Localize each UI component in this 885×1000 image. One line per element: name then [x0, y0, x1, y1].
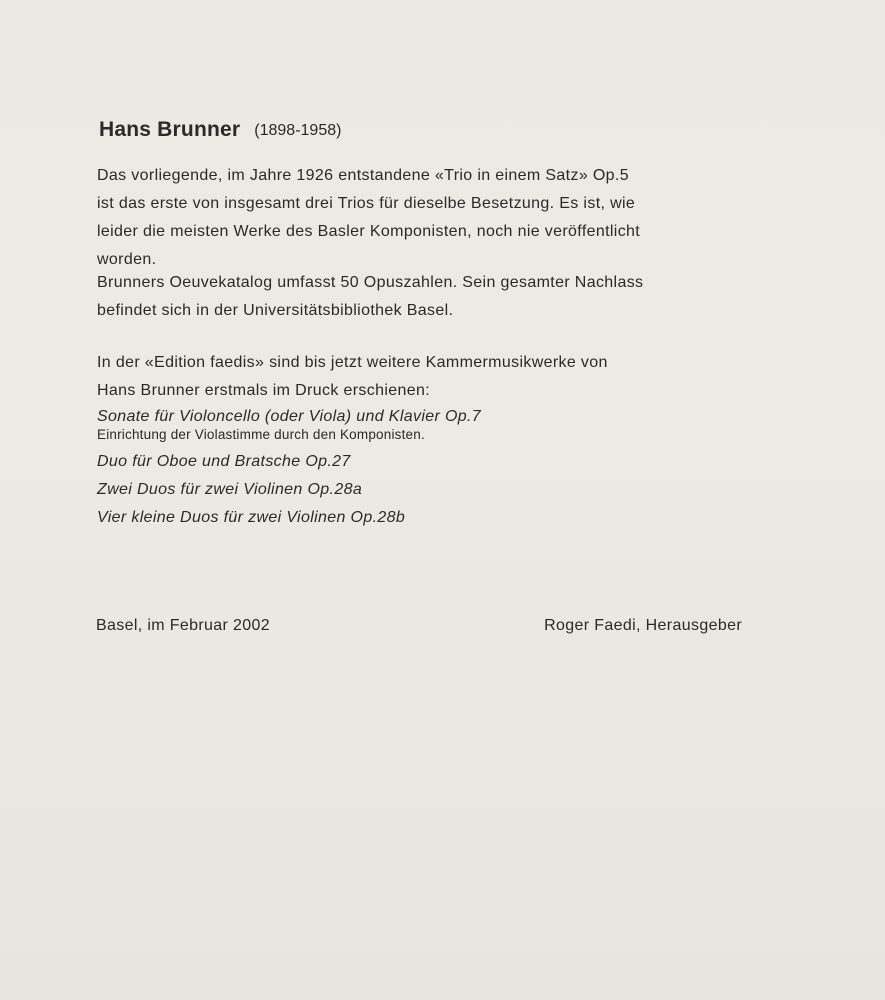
heading	[99, 118, 341, 142]
catalog-line: Brunners Oeuvekatalog umfasst 50 Opuszahlen. Sein gesamter Nachlass	[97, 274, 644, 291]
intro-line: Das vorliegende, im Jahre 1926 entstandene «Trio in einem Satz» Op.5	[97, 167, 629, 184]
catalog-line: befindet sich in der Universitätsbibliothek Basel.	[97, 302, 454, 319]
work-title: Vier kleine Duos für zwei Violinen Op.28b	[97, 509, 406, 526]
edition-paragraph	[97, 349, 608, 405]
composer-name: Hans Brunner	[99, 118, 241, 141]
composer-dates: (1898-1958)	[254, 122, 342, 139]
intro-line: ist das erste von insgesamt drei Trios für dieselbe Besetzung. Es ist, wie	[97, 195, 636, 212]
intro-line: worden.	[97, 251, 157, 268]
works-list	[97, 403, 481, 532]
catalog-paragraph	[97, 269, 643, 325]
edition-line: In der «Edition faedis» sind bis jetzt weitere Kammermusikwerke von	[97, 354, 608, 371]
intro-paragraph	[97, 162, 640, 274]
edition-line: Hans Brunner erstmals im Druck erschienen:	[97, 382, 431, 399]
editor-signature: Roger Faedi, Herausgeber	[544, 617, 742, 634]
intro-line: leider die meisten Werke des Basler Komponisten, noch nie veröffentlicht	[97, 223, 641, 240]
work-title: Sonate für Violoncello (oder Viola) und Klavier Op.7	[97, 408, 482, 425]
place-date: Basel, im Februar 2002	[96, 617, 271, 634]
work-note: Einrichtung der Violastimme durch den Komponisten.	[97, 427, 425, 442]
work-title: Duo für Oboe und Bratsche Op.27	[97, 453, 351, 470]
work-title: Zwei Duos für zwei Violinen Op.28a	[97, 481, 363, 498]
